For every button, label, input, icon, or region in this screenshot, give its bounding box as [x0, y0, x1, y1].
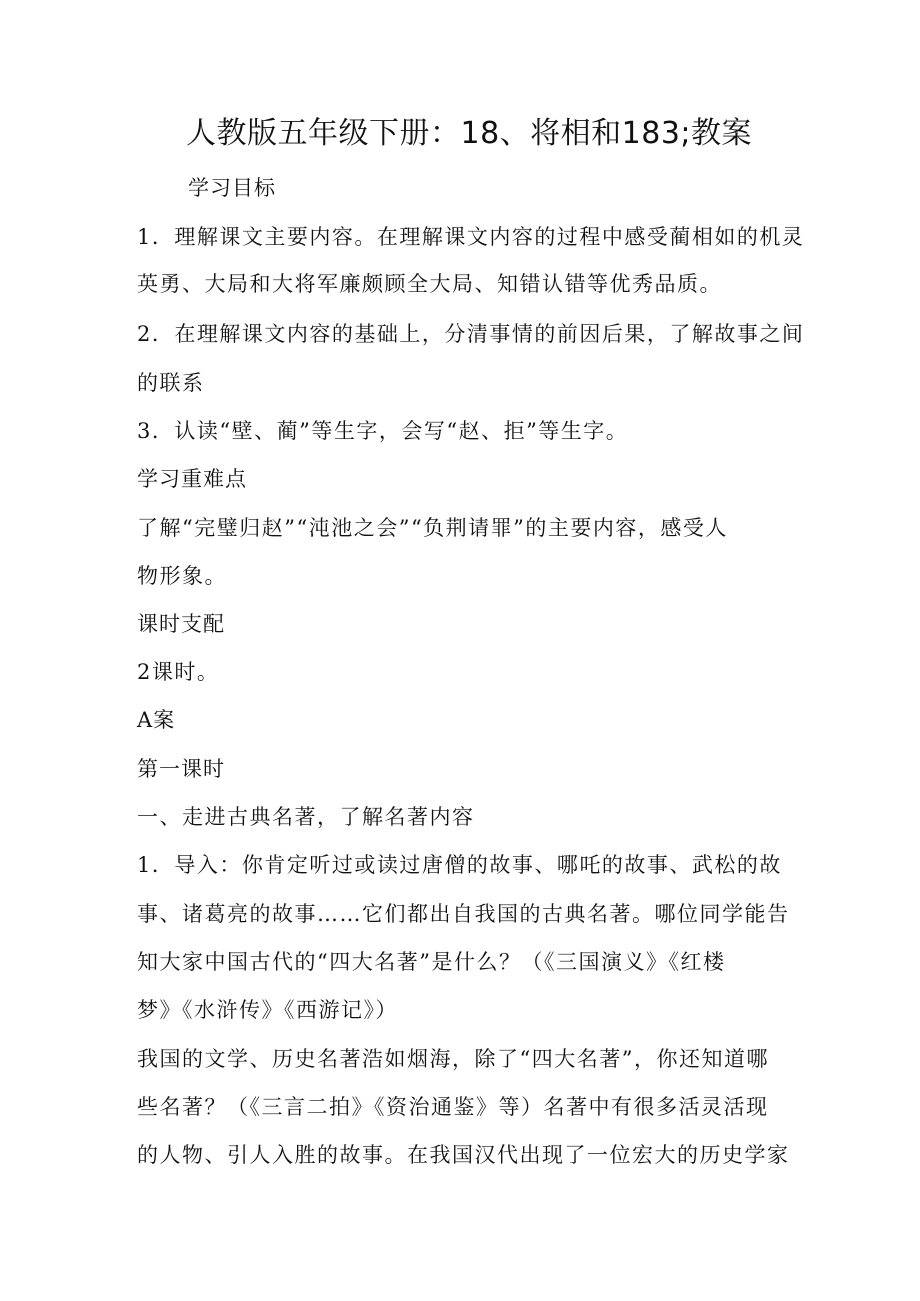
extra-line-1: 我国的文学、历史名著浩如烟海，除了“四大名著”，你还知道哪 — [137, 1047, 769, 1071]
key-points-line-2: 物形象。 — [137, 564, 227, 588]
extra-line-3: 的人物、引人入胜的故事。在我国汉代出现了一位宏大的历史学家 — [137, 1143, 790, 1167]
part-one-title: 一、走进古典名著，了解名著内容 — [137, 805, 475, 829]
goal-2-line-1: 2．在理解课文内容的基础上，分清事情的前因后果，了解故事之间 — [137, 322, 805, 346]
intro-line-3: 知大家中国古代的“四大名著”是什么？（《三国演义》《红楼 — [137, 950, 726, 974]
goal-1-line-1: 1．理解课文主要内容。在理解课文内容的过程中感受蔺相如的机灵 — [137, 225, 805, 249]
goal-3-line-1: 3．认读“壁、蔺”等生字，会写“赵、拒”等生字。 — [137, 419, 629, 443]
section-case: A案 — [137, 708, 176, 732]
key-points-line-1: 了解“完璧归赵”“沌池之会”“负荆请罪”的主要内容，感受人 — [137, 516, 728, 540]
schedule-value: 2课时。 — [137, 660, 220, 684]
intro-line-4: 梦》《水浒传》《西游记》） — [137, 998, 398, 1022]
goal-1-line-2: 英勇、大局和大将军廉颇顾全大局、知错认错等优秀品质。 — [137, 272, 722, 296]
intro-line-1: 1．导入：你肯定听过或读过唐僧的故事、哪吒的故事、武松的故 — [137, 853, 782, 877]
section-key-points: 学习重难点 — [137, 467, 247, 491]
intro-line-2: 事、诸葛亮的故事……它们都出自我国的古典名著。哪位同学能告 — [137, 902, 790, 926]
section-learning-goals: 学习目标 — [188, 176, 276, 200]
lesson-title: 第一课时 — [137, 757, 225, 781]
document-title: 人教版五年级下册：18、将相和183;教案 — [186, 116, 753, 151]
extra-line-2: 些名著？（《三言二拍》《资治通鉴》等）名著中有很多活灵活现 — [137, 1095, 769, 1119]
goal-2-line-2: 的联系 — [137, 371, 205, 395]
section-schedule: 课时支配 — [137, 612, 225, 636]
